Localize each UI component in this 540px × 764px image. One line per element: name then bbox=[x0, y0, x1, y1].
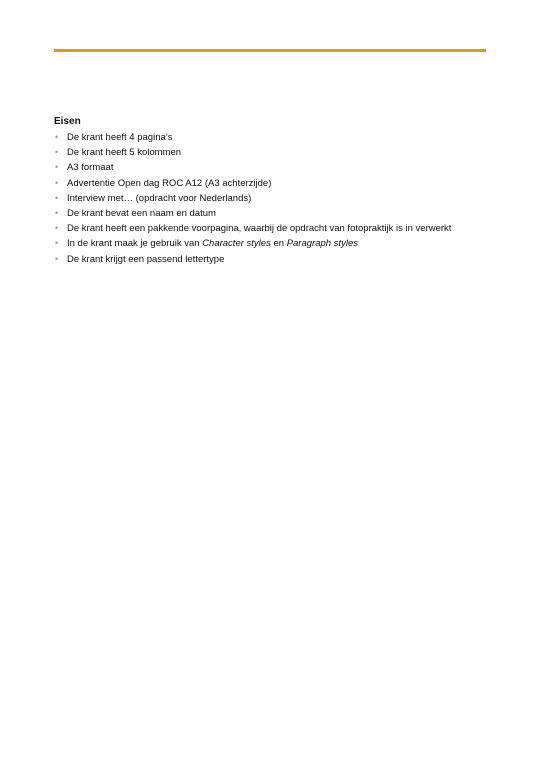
header-rule bbox=[54, 49, 486, 52]
bullet-icon: • bbox=[55, 132, 59, 142]
bullet-icon: • bbox=[55, 208, 59, 219]
list-item bbox=[54, 160, 494, 175]
requirements-list bbox=[54, 130, 494, 267]
bullet-icon: • bbox=[55, 238, 59, 249]
list-item-text: De krant bevat een naam en datum bbox=[67, 208, 216, 220]
list-item bbox=[54, 191, 494, 206]
list-item bbox=[54, 221, 494, 236]
list-item-text: Advertentie Open dag ROC A12 (A3 achterzijde) bbox=[67, 177, 272, 189]
list-item-text: De krant heeft een pakkende voorpagina, waarbij de opdracht van fotopraktijk is in verwerkt bbox=[67, 223, 452, 235]
bullet-icon: • bbox=[55, 162, 59, 173]
bullet-icon: • bbox=[55, 192, 59, 203]
list-item-text: De krant heeft 4 pagina’s bbox=[67, 132, 173, 143]
list-item-text-mid: en bbox=[270, 238, 287, 250]
list-item-text: De krant heeft 5 kolommen bbox=[67, 147, 182, 159]
list-item bbox=[54, 176, 494, 191]
list-item bbox=[54, 252, 494, 267]
requirements-section bbox=[54, 115, 494, 267]
list-item bbox=[54, 236, 494, 251]
bullet-icon: • bbox=[55, 177, 59, 188]
bullet-icon: • bbox=[55, 253, 59, 264]
list-item-text: A3 formaat bbox=[67, 162, 114, 174]
list-item-text: De krant krijgt een passend lettertype bbox=[67, 253, 225, 265]
list-item-text-start: In de krant maak je gebruik van bbox=[67, 238, 203, 250]
bullet-icon: • bbox=[55, 147, 59, 158]
section-heading: Eisen bbox=[54, 116, 81, 127]
list-item-text: Interview met… (opdracht voor Nederlands) bbox=[67, 192, 252, 204]
bullet-icon: • bbox=[55, 223, 59, 234]
list-item bbox=[54, 206, 494, 221]
list-item bbox=[54, 130, 494, 145]
list-item-italic-term: Character styles bbox=[202, 238, 271, 250]
list-item bbox=[54, 145, 494, 160]
list-item-italic-term: Paragraph styles bbox=[286, 238, 358, 250]
